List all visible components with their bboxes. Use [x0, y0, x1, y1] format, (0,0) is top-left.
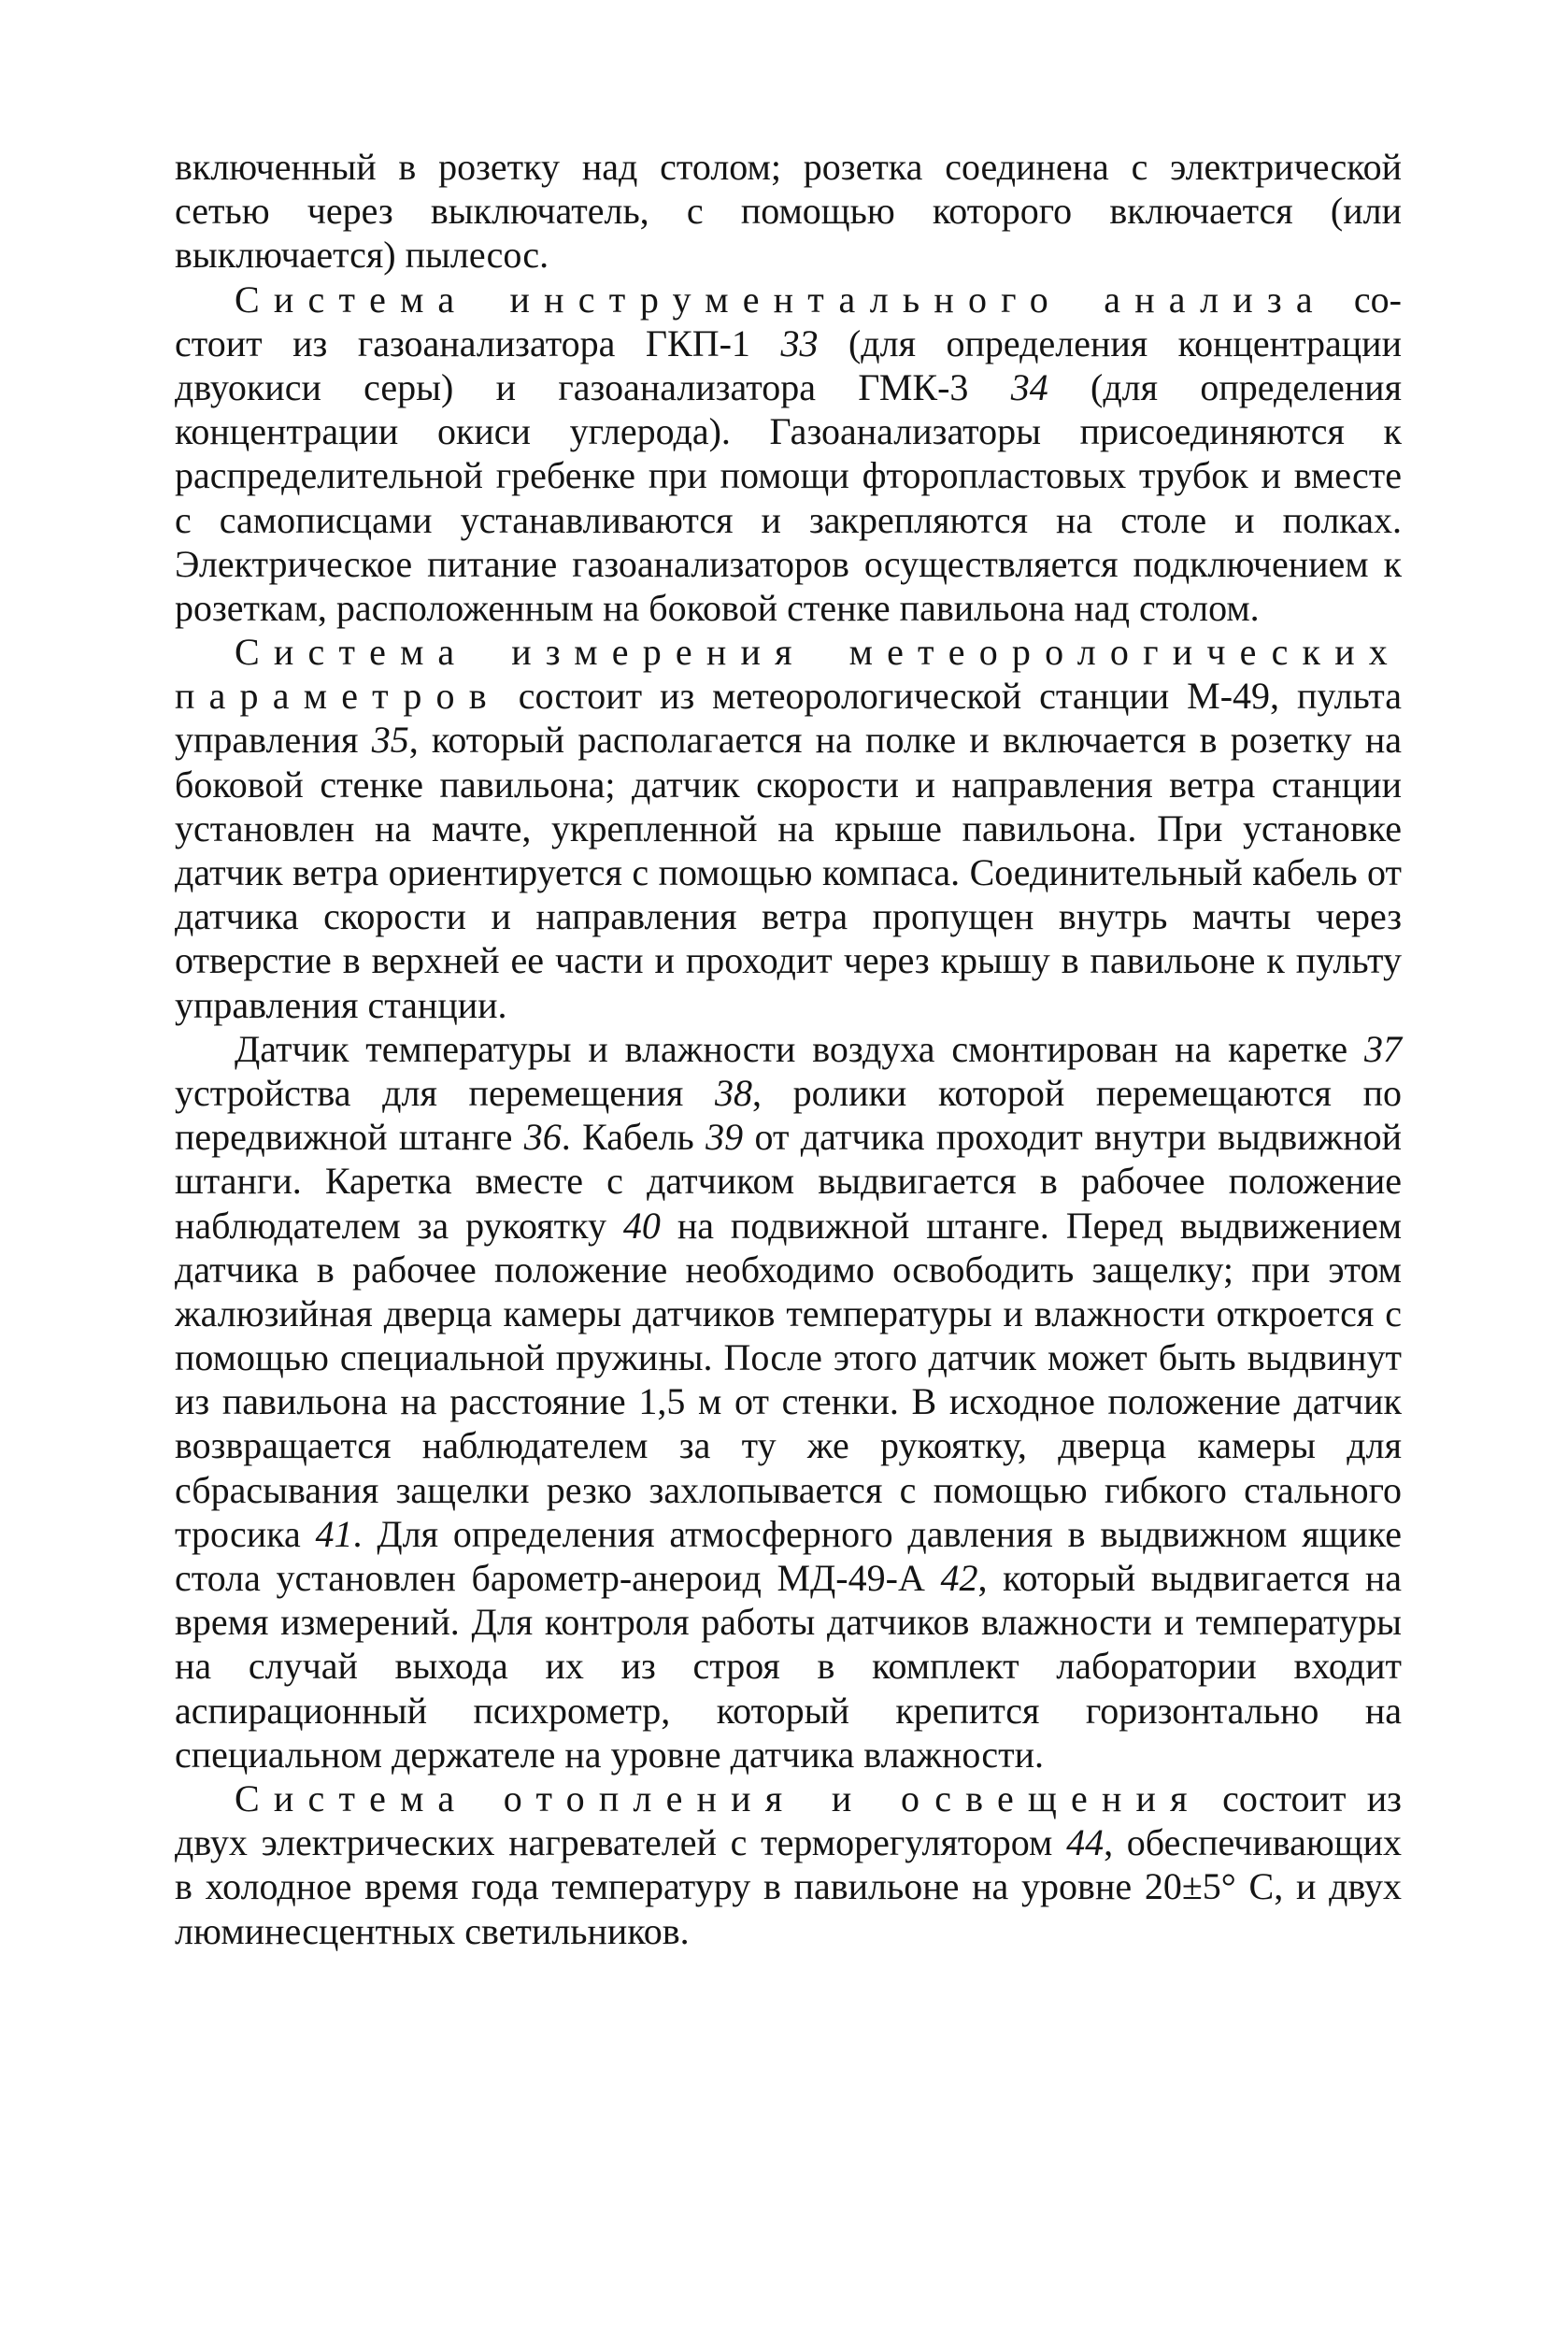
text-run: , который располагается на полке и включается в розетку на боковой стенке павильона; датчик скорости и направления ветра станции установлен на мачте, укрепленной на крыше павильона. При установке датчик ветра ориентируется с помощью компаса. Соединительный кабель от датчика скорости и направления ветра пропущен внутрь мачты через отверстие в верхней ее части и проходит через крышу в павильоне к пульту управления станции.	[175, 719, 1402, 1026]
text-run: состоит из газоанализатора ГКП-1	[175, 278, 1402, 364]
section-heading-spaced: Система отопления и освещения	[235, 1776, 1202, 1819]
figure-reference: 41	[315, 1512, 353, 1555]
text-run: на подвижной штанге. Перед выдвижением датчика в рабочее положение необходимо освободить защелку; при этом жалюзийная дверца камеры датчиков температуры и влажности откроется с помощью специальной пружины. После этого датчик может быть выдвинут из павильона на расстояние 1,5 м от стенки. В исходное положение датчик возвращается наблюдателем за ту же рукоятку, дверца камеры для сбрасывания защелки резко захлопывается с помощью гибкого стального тросика	[175, 1204, 1403, 1555]
text-run: , обеспечивающих в холодное время года температуру в павильоне на уровне 20±5° С, и двух люминесцентных светильников.	[175, 1821, 1402, 1952]
text-run: устройства для перемещения	[175, 1071, 715, 1114]
figure-reference: 36	[523, 1116, 562, 1159]
paragraph-continuation	[175, 145, 1402, 278]
text-run: включенный в розетку над столом; розетка соединена с электрической сетью через выключатель, с помощью которого включается (или выключается) пылесос.	[175, 146, 1402, 277]
section-heading-spaced: Система измерения метеорологических параметров	[175, 631, 1402, 718]
text-run: состоит из метеорологической станции М-49, пульта управления	[175, 675, 1402, 762]
figure-reference: 44	[1066, 1821, 1105, 1864]
paragraph-temperature-humidity-sensor	[175, 1027, 1402, 1776]
figure-reference: 34	[1010, 365, 1048, 408]
text-run: , который выдвигается на время измерений. Для контроля работы датчиков влажности и температуры на случай выхода их из строя в комплект лаборатории входит аспирационный психрометр, который крепится горизонтально на специальном держателе на уровне датчика влажности.	[175, 1557, 1402, 1776]
text-run: состоит из двух электрических нагревателей с терморегулятором	[175, 1776, 1402, 1864]
figure-reference: 39	[706, 1116, 744, 1159]
figure-reference: 40	[622, 1204, 661, 1247]
figure-reference: 42	[940, 1557, 978, 1599]
paragraph-instrumental-analysis	[175, 278, 1402, 631]
figure-reference: 38	[714, 1071, 752, 1114]
text-run: (для определения концентрации двуокиси серы) и газоанализатора ГМК-3	[175, 321, 1402, 408]
paragraph-meteorological-parameters	[175, 630, 1402, 1027]
section-heading-spaced: Система инструментального анализа	[235, 278, 1327, 321]
figure-reference: 37	[1364, 1027, 1402, 1070]
text-run: (для определения концентрации окиси углерода). Газоанализаторы присоединяются к распределительной гребенке при помощи фторопластовых трубок и вместе с самописцами устанавливаются и закрепляются на столе и полках. Электрическое питание газоанализаторов осуществляется подключением к розеткам, расположенным на боковой стенке павильона над столом.	[175, 365, 1402, 629]
text-run: Датчик температуры и влажности воздуха смонтирован на каретке	[235, 1027, 1364, 1070]
body-text	[175, 145, 1402, 1953]
text-run: , ролики которой перемещаются по передвижной штанге	[175, 1071, 1402, 1159]
text-run: от датчика проходит внутри выдвижной штанги. Каретка вместе с датчиком выдвигается в рабочее положение наблюдателем за рукоятку	[175, 1116, 1402, 1247]
figure-reference: 35	[371, 719, 409, 762]
text-run: . Кабель	[561, 1116, 706, 1159]
figure-reference: 33	[780, 321, 819, 364]
text-run: . Для определения атмосферного давления в выдвижном ящике стола установлен барометр-анероид МД-49-А	[175, 1512, 1402, 1599]
paragraph-heating-lighting	[175, 1776, 1402, 1953]
